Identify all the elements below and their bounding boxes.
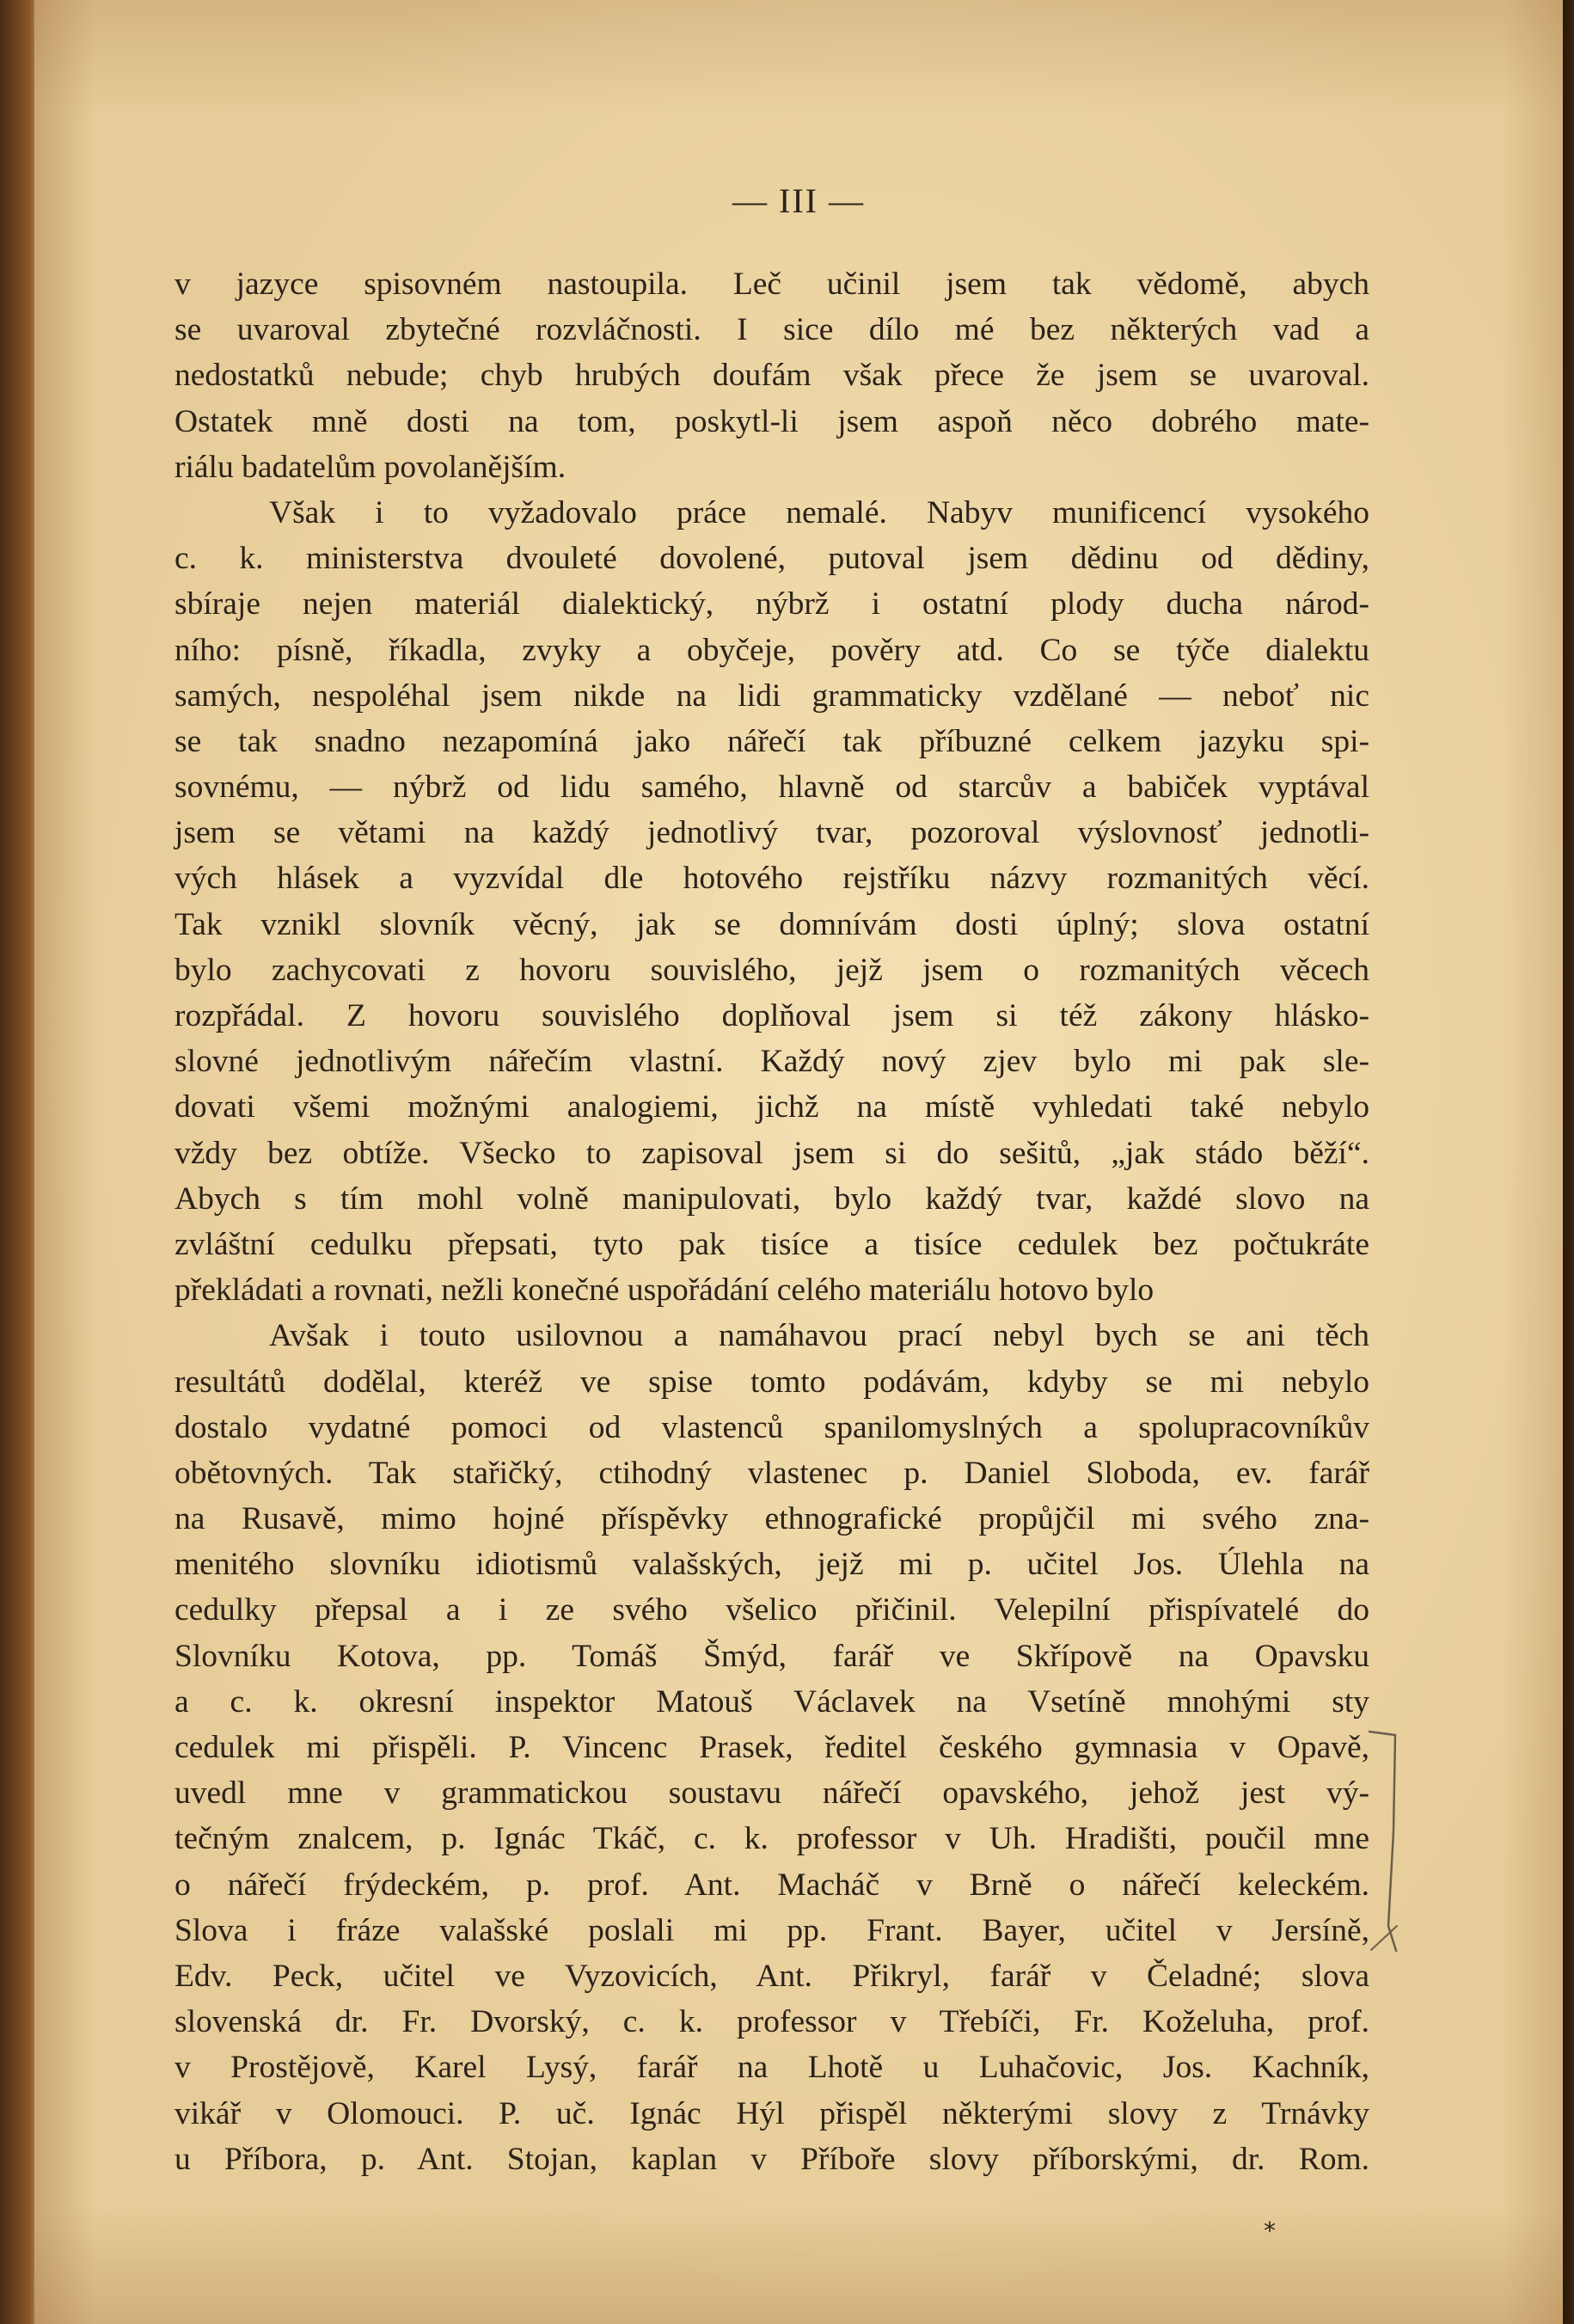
text-line: sovnému, — nýbrž od lidu samého, hlavně od starcův a babiček vyptával [175, 770, 1369, 806]
text-line: bylo zachycovati z hovoru souvislého, jejž jsem o rozmanitých věcech [175, 952, 1369, 988]
text-line: o nářečí frýdeckém, p. prof. Ant. Macháč v Brně o nářečí keleckém. [175, 1867, 1369, 1903]
text-line: na Rusavě, mimo hojné příspěvky ethnografické propůjčil mi svého zna- [175, 1501, 1369, 1537]
book-page [34, 0, 1563, 2324]
text-line: Abych s tím mohl volně manipulovati, bylo každý tvar, každé slovo na [175, 1180, 1369, 1217]
text-line: a c. k. okresní inspektor Matouš Václavek na Vsetíně mnohými sty [175, 1683, 1369, 1720]
text-line: slovné jednotlivým nářečím vlastní. Každý nový zjev bylo mi pak sle- [175, 1044, 1369, 1080]
text-line: rozpřádal. Z hovoru souvislého doplňoval jsem si též zákony hlásko- [175, 998, 1369, 1033]
text-line: Ostatek mně dosti na tom, poskytl-li jsem aspoň něco dobrého mate- [175, 403, 1369, 439]
text-line: riálu badatelům povolanějším. [175, 449, 567, 485]
text-line: se uvaroval zbytečné rozvláčnosti. I sice dílo mé bez některých vad a [175, 312, 1369, 348]
text-line: menitého slovníku idiotismů valašských, jejž mi p. učitel Jos. Úlehla na [175, 1547, 1369, 1583]
text-line: nedostatků nebude; chyb hrubých doufám však přece že jsem se uvaroval. [175, 358, 1369, 394]
book-binding [0, 0, 38, 2324]
text-line: resultátů dodělal, kteréž ve spise tomto podávám, kdyby se mi nebylo [175, 1364, 1369, 1400]
text-line: samých, nespoléhal jsem nikde na lidi grammaticky vzdělané — neboť nic [175, 678, 1369, 714]
text-line: u Příbora, p. Ant. Stojan, kaplan v Příboře slovy příborskými, dr. Rom. [175, 2141, 1369, 2177]
body-text [175, 261, 1369, 2182]
text-line: překládati a rovnati, nežli konečné uspořádání celého materiálu hotovo bylo [175, 1272, 1154, 1309]
text-line: sbíraje nejen materiál dialektický, nýbrž i ostatní plody ducha národ- [175, 586, 1369, 622]
page-edge-shadow [1563, 0, 1574, 2324]
text-line: vždy bez obtíže. Všecko to zapisoval jsem si do sešitů, „jak stádo běží“. [175, 1135, 1369, 1171]
text-line: jsem se větami na každý jednotlivý tvar, pozoroval výslovnosť jednotli- [175, 815, 1369, 851]
text-line: Tak vznikl slovník věcný, jak se domnívám dosti úplný; slova ostatní [175, 906, 1369, 942]
text-line: vých hlásek a vyzvídal dle hotového rejstříku názvy rozmanitých věcí. [175, 861, 1369, 897]
text-line: Edv. Peck, učitel ve Vyzovicích, Ant. Přikryl, farář v Čeladné; slova [175, 1958, 1369, 1994]
text-line: Slova i fráze valašské poslali mi pp. Frant. Bayer, učitel v Jersíně, [175, 1912, 1369, 1948]
text-line: se tak snadno nezapomíná jako nářečí tak příbuzné celkem jazyku spi- [175, 723, 1369, 759]
text-line: Však i to vyžadovalo práce nemalé. Nabyv munificencí vysokého [269, 494, 1369, 530]
footnote-asterisk: * [1264, 2217, 1276, 2245]
text-line: obětovných. Tak stařičký, ctihodný vlastenec p. Daniel Sloboda, ev. farář [175, 1455, 1369, 1491]
text-line: cedulek mi přispěli. P. Vincenc Prasek, ředitel českého gymnasia v Opavě, [175, 1730, 1369, 1765]
text-line: Avšak i touto usilovnou a namáhavou prací nebyl bych se ani těch [269, 1318, 1369, 1354]
text-line: v Prostějově, Karel Lysý, farář na Lhotě u Luhačovic, Jos. Kachník, [175, 2050, 1369, 2086]
text-line: tečným znalcem, p. Ignác Tkáč, c. k. professor v Uh. Hradišti, poučil mne [175, 1821, 1369, 1857]
margin-pencil-bracket [1363, 1728, 1414, 1952]
text-line: Slovníku Kotova, pp. Tomáš Šmýd, farář ve Skřípově na Opavsku [175, 1638, 1369, 1674]
text-line: slovenská dr. Fr. Dvorský, c. k. professor v Třebíči, Fr. Koželuha, prof. [175, 2004, 1369, 2040]
text-line: uvedl mne v grammatickou soustavu nářečí opavského, jehož jest vý- [175, 1775, 1369, 1812]
text-line: vikář v Olomouci. P. uč. Ignác Hýl přispěl některými slovy z Trnávky [175, 2095, 1369, 2131]
text-line: ního: písně, říkadla, zvyky a obyčeje, pověry atd. Co se týče dialektu [175, 632, 1369, 668]
text-line: cedulky přepsal a i ze svého všelico přičinil. Velepilní přispívatelé do [175, 1592, 1369, 1628]
text-line: c. k. ministerstva dvouleté dovolené, putoval jsem dědinu od dědiny, [175, 541, 1369, 577]
text-line: v jazyce spisovném nastoupila. Leč učinil jsem tak vědomě, abych [175, 267, 1369, 302]
page-number: — III — [732, 181, 865, 220]
text-line: dostalo vydatné pomoci od vlastenců spanilomyslných a spolupracovníkův [175, 1409, 1369, 1445]
text-line: dovati všemi možnými analogiemi, jichž na místě vyhledati také nebylo [175, 1089, 1369, 1125]
text-line: zvláštní cedulku přepsati, tyto pak tisíce a tisíce cedulek bez počtukráte [175, 1226, 1369, 1262]
